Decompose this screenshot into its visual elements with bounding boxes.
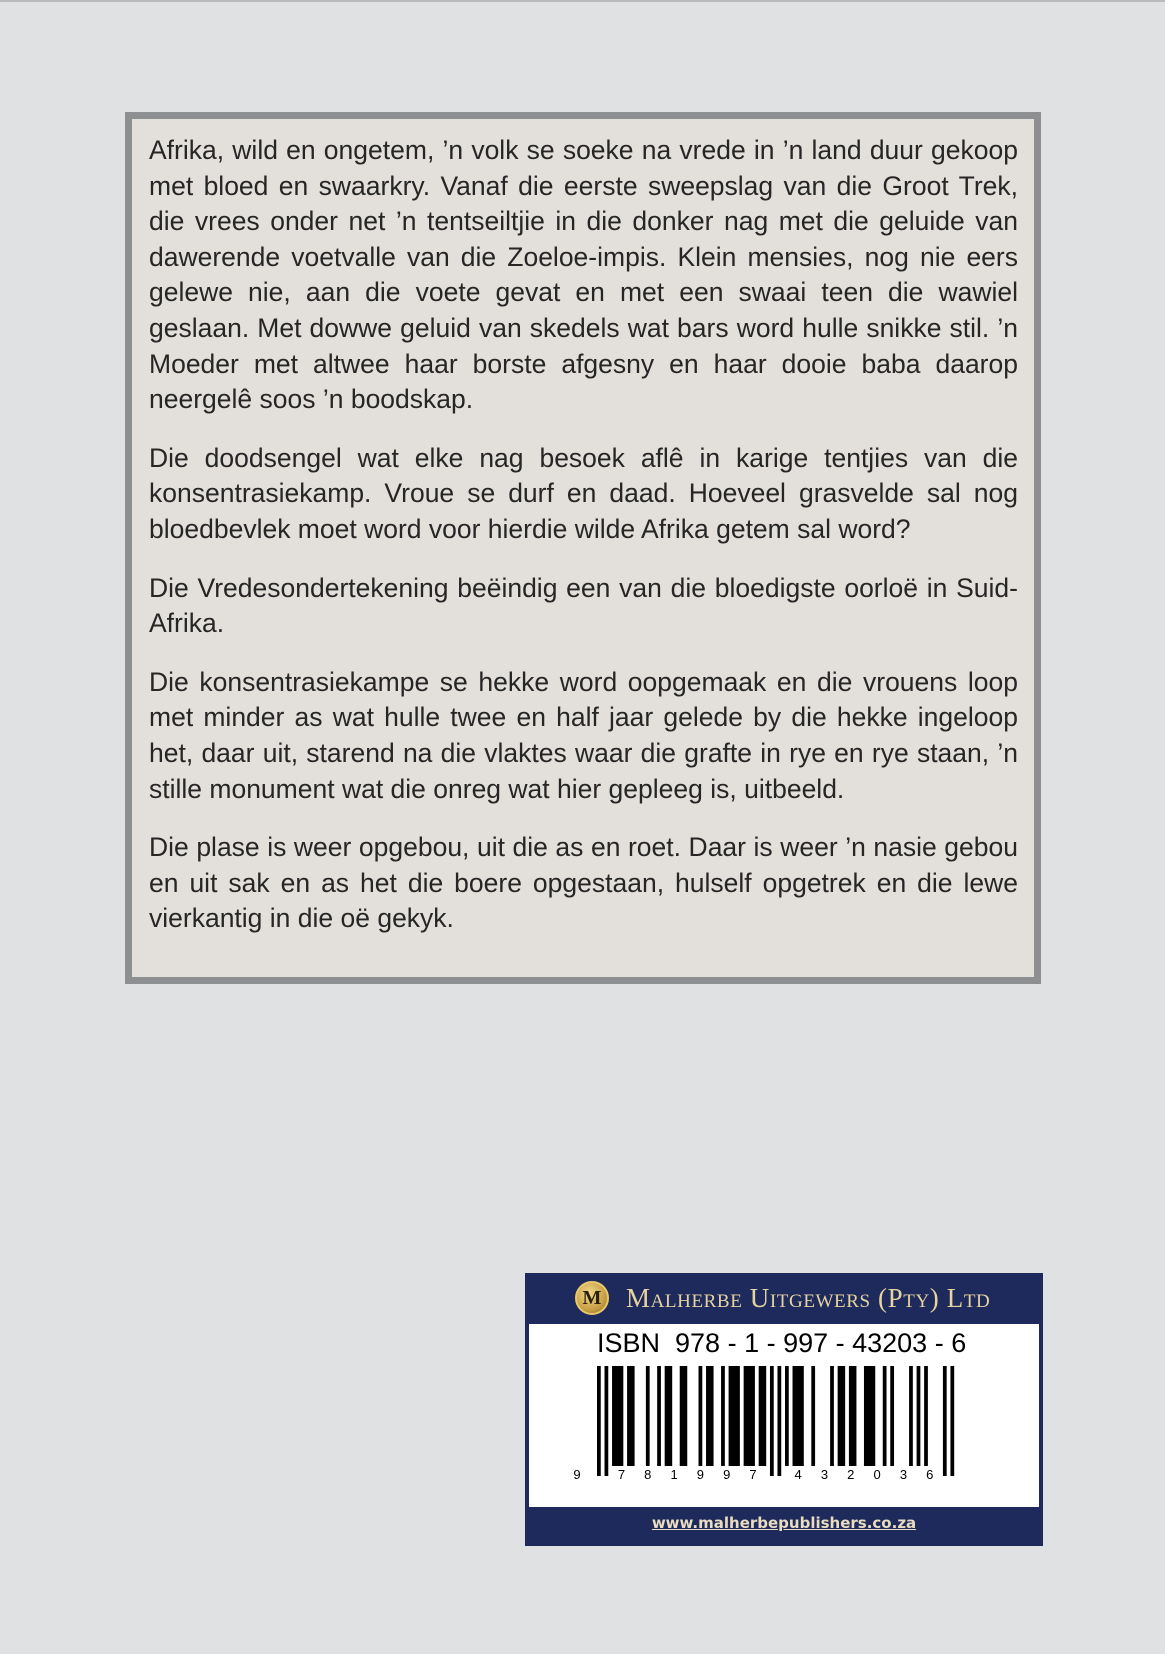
- barcode-bar: [917, 1366, 921, 1466]
- blurb-paragraph-3: Die Vredesondertekening beëindig een van die bloedigste oorloë in Suid-Afrika.: [149, 572, 1018, 639]
- barcode-bar: [838, 1366, 846, 1466]
- barcode-digit: 9: [696, 1467, 705, 1482]
- barcode-digit: 4: [794, 1467, 802, 1482]
- barcode-digit: 7: [749, 1467, 757, 1482]
- blurb-paragraph-2: Die doodsengel wat elke nag besoek aflê in karige tentjies van die konsentrasiekamp. Vroue se durf en daad. Hoeveel grasvelde sal nog bloedbevlek moet word voor hierdie wilde Afrika getem sal word?: [149, 442, 1018, 544]
- barcode-bar: [864, 1366, 875, 1466]
- barcode-bar: [943, 1366, 947, 1476]
- page-top-edge: [0, 0, 1165, 2]
- barcode-bar: [811, 1366, 815, 1466]
- barcode-bar: [950, 1366, 954, 1476]
- barcode-digit: 9: [573, 1467, 581, 1482]
- barcode-bar: [793, 1366, 804, 1466]
- isbn-text: ISBN 978 - 1 - 997 - 43203 - 6: [597, 1328, 967, 1358]
- barcode-bar: [605, 1366, 609, 1476]
- barcode-digit: 9: [723, 1467, 731, 1482]
- barcode-bar: [759, 1366, 767, 1466]
- blurb-paragraph-1: Afrika, wild en ongetem, ’n volk se soeke na vrede in ’n land duur gekoop met bloed en swaarkry. Vanaf die eerste sweepslag van die Groot Trek, die vrees onder net ’n tentseiltjie in die donker nag met die geluide van dawerende voetvalle van die Zoeloe-impis. Klein mensies, nog nie eers gelewe nie, aan die voete gevat en met een swaai teen die wawiel geslaan. Met dowwe geluid van skedels wat bars word hulle snikke stil. ’n Moeder met altwee haar borste afgesny en haar dooie baba daarop neergelê soos ’n boodskap.: [149, 135, 1018, 415]
- blurb-paragraph-5: Die plase is weer opgebou, uit die as en roet. Daar is weer ’n nasie gebou en uit sak en as het die boere opgestaan, hulself opgetrek en die lewe vierkantig in die oë gekyk.: [149, 832, 1018, 934]
- barcode-digit: 6: [926, 1467, 934, 1482]
- blurb-paragraph-4: Die konsentrasiekampe se hekke word oopgemaak en die vrouens loop met minder as wat hulle twee en half jaar gelede by die hekke ingeloop het, daar uit, starend na die vlaktes waar die grafte in rye en rye staan, ’n stille monument wat die onreg wat hier gepleeg is, uitbeeld.: [149, 666, 1018, 804]
- barcode-bar: [785, 1366, 789, 1466]
- barcode-bar: [830, 1366, 834, 1466]
- barcode-bar: [770, 1366, 774, 1476]
- barcode-bar: [657, 1366, 661, 1466]
- logo-letter: M: [582, 1287, 602, 1309]
- blurb-box: [125, 112, 1041, 984]
- barcode-bar: [909, 1366, 913, 1466]
- barcode-digit: 3: [899, 1467, 908, 1482]
- barcode-digit: 2: [847, 1467, 855, 1482]
- publisher-logo-icon: [575, 1281, 609, 1315]
- barcode-bar: [924, 1366, 928, 1466]
- barcode-graphic: [529, 1324, 1039, 1507]
- barcode-digits: [573, 1467, 933, 1482]
- barcode-digit: 0: [873, 1467, 881, 1482]
- barcode-label: [529, 1324, 1039, 1507]
- barcode-digit: 1: [670, 1467, 678, 1482]
- barcode-bar: [744, 1366, 755, 1466]
- barcode-bar: [646, 1366, 650, 1466]
- barcode-bar: [612, 1366, 623, 1466]
- barcode-bar: [699, 1366, 703, 1466]
- barcode-bar: [729, 1366, 740, 1466]
- barcode-digit: 7: [617, 1467, 626, 1482]
- barcode-bar: [706, 1366, 714, 1466]
- barcode-bar: [883, 1366, 887, 1466]
- barcode-digit: 3: [820, 1467, 829, 1482]
- publisher-website-link[interactable]: www.malherbepublishers.co.za: [651, 1514, 917, 1532]
- barcode-bar: [721, 1366, 725, 1466]
- barcode-bar: [890, 1366, 894, 1466]
- barcode-bar: [777, 1366, 781, 1476]
- barcode-bars: [597, 1366, 954, 1476]
- barcode-bar: [665, 1366, 673, 1466]
- barcode-panel: [525, 1273, 1043, 1546]
- barcode-bar: [597, 1366, 601, 1476]
- barcode-bar: [680, 1366, 688, 1466]
- barcode-bar: [627, 1366, 635, 1466]
- barcode-digit: 8: [644, 1467, 652, 1482]
- publisher-name: Malherbe Uitgewers (Pty) Ltd: [626, 1283, 991, 1313]
- publisher-header: [525, 1273, 1043, 1323]
- barcode-bar: [849, 1366, 857, 1466]
